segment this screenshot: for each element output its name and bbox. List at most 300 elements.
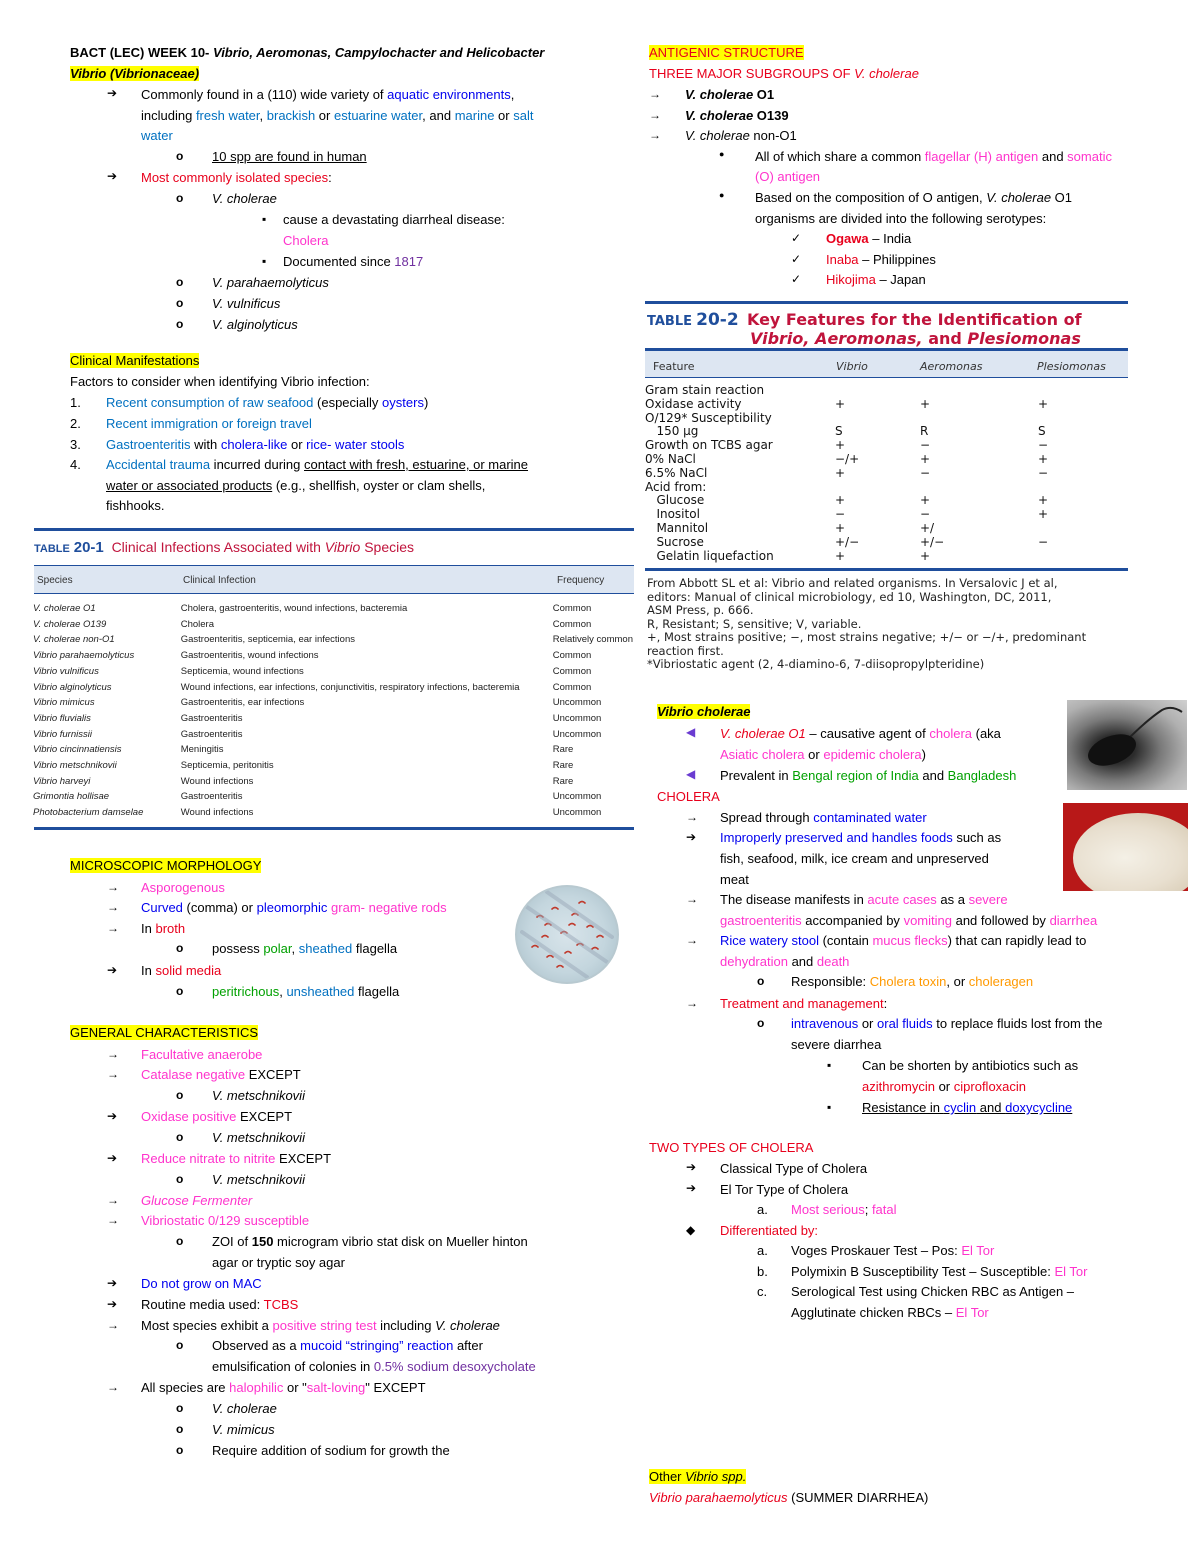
arrow-pointer-icon: ◀ [686, 725, 696, 739]
antigen-share-cont: (O) antigen [755, 169, 821, 184]
table-rule [645, 301, 1128, 304]
footnote-line: reaction first. [647, 643, 724, 658]
table-row [33, 680, 633, 696]
feature-cell: 6.5% NaCl [645, 465, 708, 480]
plesiomonas-cell [1038, 522, 1128, 536]
footnote-line: ASM Press, p. 666. [647, 603, 754, 617]
ch-stool: Rice watery stool (contain mucus flecks) that can rapidly lead to [720, 933, 1087, 948]
infection-cell: Septicemia, wound infections [180, 665, 304, 677]
ch-antibiotics: Can be shorten by antibiotics such as [862, 1058, 1079, 1073]
circle-bullet-icon: o [176, 1401, 184, 1415]
arrow-bullet-icon: → [107, 1193, 119, 1207]
table-row [33, 758, 633, 774]
species-cell: Photobacterium damselae [33, 807, 144, 819]
infection-cell: Wound infections, ear infections, conjunctivitis, respiratory infections, bacteremia [180, 681, 520, 693]
square-bullet-icon: ▪ [827, 1058, 832, 1072]
table-row [33, 632, 633, 648]
diamond-bullet-icon: ◆ [686, 1223, 696, 1237]
arrow-bullet-icon: → [107, 1318, 119, 1332]
infection-cell: Gastroenteritis [180, 712, 243, 724]
arrow-bullet-icon: → [686, 810, 698, 824]
table-rule [645, 568, 1128, 571]
species-cell: Vibrio metschnikovii [33, 760, 117, 772]
feature-cell: Glucose [645, 493, 705, 508]
checkmark-icon: ✓ [791, 272, 802, 286]
feature-cell: Mannitol [645, 520, 709, 535]
vc-causative: V. cholerae O1 – causative agent of cholera (aka [720, 726, 1001, 741]
vibrio-cell: −/+ [835, 451, 860, 466]
species-cell: Vibrio parahaemolyticus [33, 650, 135, 662]
arrow-bullet-icon: ➔ [107, 1276, 118, 1290]
square-bullet-icon: ▪ [827, 1100, 832, 1114]
clinical-item-4-cont2: fishhooks. [106, 498, 165, 513]
antigen-composition: Based on the composition of O antigen, V. cholerae O1 [755, 190, 1073, 205]
stool-bowl-image [1073, 813, 1188, 891]
frequency-cell: Uncommon [552, 728, 602, 740]
diff-polymixin: Polymixin B Susceptibility Test – Susceptible: El Tor [791, 1264, 1088, 1279]
gen-facultative: Facultative anaerobe [141, 1047, 263, 1062]
footnote-line: +, Most strains positive; −, most strains negative; +/− or −/+, predominant [647, 630, 1087, 644]
cholera-documented: Documented since 1817 [283, 254, 424, 269]
ch-treatment: Treatment and management: [720, 996, 888, 1011]
ch-resistance: Resistance in cyclin and doxycycline [862, 1100, 1073, 1115]
gen-string-observed: Observed as a mucoid “stringing” reaction after [212, 1338, 483, 1353]
species-cell: Vibrio furnissii [33, 728, 92, 740]
arrow-bullet-icon: ➔ [107, 1109, 118, 1123]
table-row [645, 481, 1128, 495]
checkmark-icon: ✓ [791, 231, 802, 245]
table1-header-species: Species [37, 575, 73, 586]
table-row [33, 664, 633, 680]
infection-cell: Septicemia, peritonitis [180, 760, 274, 772]
differentiated-by: Differentiated by: [720, 1223, 819, 1238]
table-row [33, 727, 633, 743]
feature-cell: Growth on TCBS agar [645, 438, 773, 453]
clinical-item-4-text: Accidental trauma incurred during contact with fresh, estuarine, or marine [106, 457, 529, 472]
vibrio-cell: + [835, 493, 846, 508]
subgroup-non-o1: V. cholerae non-O1 [685, 128, 797, 143]
infection-cell: Cholera [180, 618, 215, 630]
serotype-inaba: Inaba – Philippines [826, 252, 936, 267]
infection-cell: Wound infections [180, 775, 254, 787]
arrow-bullet-icon: → [649, 108, 661, 122]
gen-nitrate: Reduce nitrate to nitrite EXCEPT [141, 1151, 332, 1166]
circle-bullet-icon: o [757, 1016, 765, 1030]
circle-bullet-icon: o [176, 317, 184, 331]
vibrio-cell: − [835, 507, 846, 522]
subgroup-o1: V. cholerae O1 [685, 87, 775, 102]
clinical-item-1-text: Recent consumption of raw seafood (especially oysters) [106, 395, 429, 410]
vibrio-cell: +/− [835, 534, 860, 549]
gen-halophilic: All species are halophilic or "salt-loving" EXCEPT [141, 1380, 426, 1395]
ch-foods: Improperly preserved and handles foods such as [720, 830, 1002, 845]
footnote-line: editors: Manual of clinical microbiology, ed 10, Washington, DC, 2011, [647, 589, 1052, 604]
species-v-cholerae: V. cholerae [212, 191, 277, 206]
table-row [645, 494, 1128, 508]
table-row [645, 384, 1128, 398]
frequency-cell: Rare [552, 760, 574, 772]
antigen-share: All of which share a common flagellar (H) antigen and somatic [755, 149, 1112, 164]
vibrio-cell: + [835, 520, 846, 535]
diff-letter-a: a. [757, 1243, 768, 1258]
feature-cell: O/129* Susceptibility [645, 410, 772, 425]
arrow-bullet-icon: ➔ [686, 1181, 697, 1195]
feature-cell: 150 μg [645, 424, 699, 439]
species-cell: V. cholerae O1 [33, 603, 96, 614]
serotype-ogawa: Ogawa – India [826, 231, 912, 246]
frequency-cell: Uncommon [552, 712, 602, 724]
arrow-bullet-icon: ➔ [107, 86, 118, 100]
table-20-1-title: TABLE 20-1 Clinical Infections Associated with Vibrio Species [34, 539, 415, 556]
circle-bullet-icon: o [176, 941, 184, 955]
ch-responsible: Responsible: Cholera toxin, or choleragen [791, 974, 1034, 989]
diff-serological: Serological Test using Chicken RBC as Antigen – [791, 1284, 1075, 1299]
vibrio-cell: + [835, 548, 846, 563]
table-rule [645, 348, 1128, 351]
clinical-item-2: 2. [70, 416, 81, 431]
arrow-bullet-icon: → [649, 128, 661, 142]
plesiomonas-cell [1038, 412, 1128, 426]
arrow-bullet-icon: ➔ [686, 830, 697, 844]
clinical-item-3: 3. [70, 437, 81, 452]
feature-cell: Inositol [645, 507, 700, 522]
diff-vp: Voges Proskauer Test – Pos: El Tor [791, 1243, 995, 1258]
circle-bullet-icon: o [176, 1172, 184, 1186]
square-bullet-icon: ▪ [262, 254, 267, 268]
feature-cell: Acid from: [645, 479, 707, 494]
table1-header-infection: Clinical Infection [183, 575, 256, 586]
plesiomonas-cell [1038, 481, 1128, 495]
arrow-bullet-icon: → [107, 880, 119, 894]
circle-bullet-icon: o [176, 191, 184, 205]
clinical-item-3-text: Gastroenteritis with cholera-like or rice- water stools [106, 437, 405, 452]
frequency-cell: Uncommon [552, 791, 602, 803]
table-row [33, 601, 633, 617]
ch-manifest-cont: gastroenteritis accompanied by vomiting and followed by diarrhea [720, 913, 1098, 928]
vibrio-cell [835, 412, 920, 426]
gen-oxidase: Oxidase positive EXCEPT [141, 1109, 293, 1124]
table2-header-vibrio: Vibrio [836, 360, 868, 373]
species-cell: Vibrio mimicus [33, 697, 95, 709]
family-heading: Vibrio (Vibrionaceae) [70, 66, 200, 81]
aeromonas-cell: − [920, 507, 931, 522]
subgroups-heading: THREE MAJOR SUBGROUPS OF V. cholerae [649, 66, 919, 81]
gen-catalase-exception: V. metschnikovii [212, 1088, 305, 1103]
morph-shape: Curved (comma) or pleomorphic gram- negative rods [141, 900, 447, 915]
morph-asporogenous: Asporogenous [141, 880, 225, 895]
gen-vibriostatic: Vibriostatic 0/129 susceptible [141, 1213, 310, 1228]
circle-bullet-icon: o [757, 974, 765, 988]
plesiomonas-cell: + [1038, 493, 1049, 508]
aeromonas-cell: + [920, 396, 931, 411]
feature-cell: Oxidase activity [645, 396, 742, 411]
frequency-cell: Uncommon [552, 807, 602, 819]
gen-zoi-cont: agar or tryptic soy agar [212, 1255, 345, 1270]
aeromonas-cell [920, 412, 1038, 426]
habitat-line-2: including fresh water, brackish or estuarine water, and marine or salt [141, 108, 534, 123]
el-tor-serious: Most serious; fatal [791, 1202, 897, 1217]
clinical-item-4: 4. [70, 457, 81, 472]
morphology-heading: MICROSCOPIC MORPHOLOGY [70, 858, 262, 873]
arrow-bullet-icon: → [107, 1213, 119, 1227]
cholera-label: Cholera [283, 233, 329, 248]
plesiomonas-cell: − [1038, 534, 1049, 549]
footnote-line: *Vibriostatic agent (2, 4-diamino-6, 7-diisopropylpteridine) [647, 657, 985, 671]
frequency-cell: Relatively common [552, 634, 633, 646]
feature-cell: Gelatin liquefaction [645, 548, 774, 563]
ch-stool-cont: dehydration and death [720, 954, 850, 969]
arrow-bullet-icon: ➔ [107, 963, 118, 977]
gen-string-cont: emulsification of colonies in 0.5% sodium desoxycholate [212, 1359, 536, 1374]
circle-bullet-icon: o [176, 984, 184, 998]
species-cell: V. cholerae O139 [33, 618, 107, 630]
plesiomonas-cell: + [1038, 396, 1049, 411]
arrow-bullet-icon: → [107, 921, 119, 935]
species-cell: Vibrio vulnificus [33, 665, 99, 677]
diff-serological-cont: Agglutinate chicken RBCs – El Tor [791, 1305, 989, 1320]
serotype-hikojima: Hikojima – Japan [826, 272, 926, 287]
arrow-pointer-icon: ◀ [686, 767, 696, 781]
aeromonas-cell: +/ [920, 520, 935, 535]
plesiomonas-cell: S [1038, 424, 1046, 439]
species-cell: Grimontia hollisae [33, 791, 110, 803]
cholera-heading: CHOLERA [657, 789, 720, 804]
two-types-heading: TWO TYPES OF CHOLERA [649, 1140, 814, 1155]
arrow-bullet-icon: → [686, 892, 698, 906]
circle-bullet-icon: o [176, 1443, 184, 1457]
aeromonas-cell [920, 384, 1038, 398]
morph-broth: In broth [141, 921, 186, 936]
species-cell: Vibrio fluvialis [33, 712, 91, 724]
table-rule [645, 377, 1128, 378]
arrow-bullet-icon: → [686, 996, 698, 1010]
gen-mac: Do not grow on MAC [141, 1276, 262, 1291]
table-row [33, 648, 633, 664]
infection-cell: Wound infections [180, 807, 254, 819]
aeromonas-cell: + [920, 493, 931, 508]
table-row [33, 805, 633, 821]
frequency-cell: Rare [552, 744, 574, 756]
arrow-bullet-icon: → [107, 1067, 119, 1081]
diff-letter-b: b. [757, 1264, 768, 1279]
gen-halophilic-exc-1: V. cholerae [212, 1401, 277, 1416]
clinical-item-1: 1. [70, 395, 81, 410]
species-cell: Vibrio alginolyticus [33, 681, 112, 693]
vibrio-electron-micrograph [1067, 700, 1187, 790]
gen-string-test: Most species exhibit a positive string test including V. cholerae [141, 1318, 500, 1333]
ch-antibiotics-cont: azithromycin or ciprofloxacin [862, 1079, 1027, 1094]
vibrio-cell: + [835, 396, 846, 411]
frequency-cell: Common [552, 618, 592, 630]
table-row [33, 711, 633, 727]
el-tor-letter: a. [757, 1202, 768, 1217]
circle-bullet-icon: o [176, 296, 184, 310]
ch-foods-cont2: meat [720, 872, 749, 887]
clinical-item-2-text: Recent immigration or foreign travel [106, 416, 312, 431]
habitat-line-3: water [141, 128, 173, 143]
frequency-cell: Uncommon [552, 697, 602, 709]
vc-prevalent: Prevalent in Bengal region of India and Bangladesh [720, 768, 1017, 783]
arrow-bullet-icon: ➔ [107, 169, 118, 183]
arrow-bullet-icon: → [107, 1380, 119, 1394]
vc-aka: Asiatic cholera or epidemic cholera) [720, 747, 926, 762]
table-rule [34, 827, 634, 830]
circle-bullet-icon: o [176, 275, 184, 289]
ch-manifest: The disease manifests in acute cases as a severe [720, 892, 1008, 907]
vibrio-cell [835, 384, 920, 398]
aeromonas-cell: R [920, 424, 929, 439]
flagellum-image [1067, 700, 1187, 790]
ch-fluids-cont: severe diarrhea [791, 1037, 882, 1052]
frequency-cell: Rare [552, 775, 574, 787]
plesiomonas-cell: − [1038, 438, 1049, 453]
gen-nitrate-exception: V. metschnikovii [212, 1172, 305, 1187]
infection-cell: Gastroenteritis, ear infections [180, 697, 305, 709]
dot-bullet-icon: ● [719, 190, 725, 200]
checkmark-icon: ✓ [791, 252, 802, 266]
ch-foods-cont: fish, seafood, milk, ice cream and unpreserved [720, 851, 989, 866]
table-row [33, 774, 633, 790]
rice-water-stool-photo [1063, 803, 1188, 891]
table-row [645, 398, 1128, 412]
type-classical: Classical Type of Cholera [720, 1161, 868, 1176]
circle-bullet-icon: o [176, 1234, 184, 1248]
circle-bullet-icon: o [176, 149, 184, 163]
table-row [33, 742, 633, 758]
type-el-tor: El Tor Type of Cholera [720, 1182, 849, 1197]
gram-stain-rods-image [517, 887, 617, 982]
gen-zoi: ZOI of 150 microgram vibrio stat disk on Mueller hinton [212, 1234, 528, 1249]
species-v-alginolyticus: V. alginolyticus [212, 317, 298, 332]
gen-glucose: Glucose Fermenter [141, 1193, 253, 1208]
infection-cell: Cholera, gastroenteritis, wound infections, bacteremia [180, 603, 408, 614]
table-row [645, 550, 1128, 564]
human-spp-note: 10 spp are found in human [212, 149, 367, 164]
gen-oxidase-exception: V. metschnikovii [212, 1130, 305, 1145]
table-row [645, 453, 1128, 467]
table-rule [34, 593, 634, 594]
table2-header-aeromonas: Aeromonas [920, 360, 983, 373]
table-20-2-footnotes [647, 577, 1086, 672]
gen-sodium-note: Require addition of sodium for growth the [212, 1443, 450, 1458]
plesiomonas-cell [1038, 550, 1128, 564]
table-row [645, 522, 1128, 536]
species-v-parahaemolyticus: V. parahaemolyticus [212, 275, 329, 290]
table-row [645, 536, 1128, 550]
arrow-bullet-icon: ➔ [107, 1297, 118, 1311]
arrow-bullet-icon: → [107, 1047, 119, 1061]
aeromonas-cell [920, 481, 1038, 495]
arrow-bullet-icon: → [107, 900, 119, 914]
morph-broth-flagella: possess polar, sheathed flagella [212, 941, 398, 956]
arrow-bullet-icon: ➔ [107, 1151, 118, 1165]
gen-catalase: Catalase negative EXCEPT [141, 1067, 301, 1082]
circle-bullet-icon: o [176, 1422, 184, 1436]
table-rule [34, 565, 634, 566]
other-vibrio-parahaemolyticus: Vibrio parahaemolyticus (SUMMER DIARRHEA) [649, 1490, 929, 1505]
frequency-cell: Common [552, 665, 592, 677]
aeromonas-cell: − [920, 438, 931, 453]
vibrio-cell: S [835, 424, 843, 439]
table-20-2-title: TABLE 20-2 Key Features for the Identification of [647, 310, 1082, 330]
gen-halophilic-exc-2: V. mimicus [212, 1422, 275, 1437]
frequency-cell: Common [552, 681, 592, 693]
table-20-1 [33, 601, 633, 821]
table1-header-frequency: Frequency [557, 575, 605, 586]
morph-solid: In solid media [141, 963, 222, 978]
frequency-cell: Common [552, 650, 592, 662]
plesiomonas-cell: + [1038, 451, 1049, 466]
feature-cell: Sucrose [645, 534, 704, 549]
clinical-intro: Factors to consider when identifying Vibrio infection: [70, 374, 370, 389]
footnote-line: From Abbott SL et al: Vibrio and related organisms. In Versalovic J et al, [647, 576, 1058, 590]
antigenic-heading: ANTIGENIC STRUCTURE [649, 45, 804, 60]
circle-bullet-icon: o [176, 1088, 184, 1102]
subgroup-o139: V. cholerae O139 [685, 108, 789, 123]
habitat-line-1: Commonly found in a (110) wide variety of aquatic environments, [141, 87, 515, 102]
infection-cell: Gastroenteritis, wound infections [180, 650, 319, 662]
vibrio-cell: + [835, 465, 846, 480]
infection-cell: Gastroenteritis [180, 728, 243, 740]
frequency-cell: Common [552, 603, 592, 614]
arrow-bullet-icon: → [686, 933, 698, 947]
table-row [33, 695, 633, 711]
dot-bullet-icon: ● [719, 149, 725, 159]
gram-stain-micrograph [515, 885, 619, 984]
plesiomonas-cell: + [1038, 507, 1049, 522]
table-row [33, 617, 633, 633]
arrow-bullet-icon: → [649, 87, 661, 101]
arrow-bullet-icon: ➔ [686, 1160, 697, 1174]
general-heading: GENERAL CHARACTERISTICS [70, 1025, 259, 1040]
species-cell: Vibrio harveyi [33, 775, 91, 787]
table-row [33, 789, 633, 805]
vibrio-cell [835, 481, 920, 495]
table-row [645, 412, 1128, 426]
circle-bullet-icon: o [176, 1338, 184, 1352]
clinical-item-4-cont: water or associated products (e.g., shellfish, oyster or clam shells, [106, 478, 486, 493]
document-title: BACT (LEC) WEEK 10- Vibrio, Aeromonas, Campylochacter and Helicobacter [70, 45, 545, 60]
diff-letter-c: c. [757, 1284, 768, 1299]
table2-header-plesiomonas: Plesiomonas [1037, 360, 1106, 373]
species-cell: V. cholerae non-O1 [33, 634, 115, 646]
species-v-vulnificus: V. vulnificus [212, 296, 281, 311]
common-species-heading: Most commonly isolated species: [141, 170, 332, 185]
ch-spread: Spread through contaminated water [720, 810, 927, 825]
table-header-bg [34, 565, 634, 593]
table-row [645, 439, 1128, 453]
table-row [645, 508, 1128, 522]
feature-cell: 0% NaCl [645, 451, 696, 466]
morph-solid-flagella: peritrichous, unsheathed flagella [212, 984, 400, 999]
species-cell: Vibrio cincinnatiensis [33, 744, 122, 756]
infection-cell: Gastroenteritis [180, 791, 243, 803]
square-bullet-icon: ▪ [262, 212, 267, 226]
antigen-composition-cont: organisms are divided into the following serotypes: [755, 211, 1047, 226]
aeromonas-cell: − [920, 465, 931, 480]
clinical-heading: Clinical Manifestations [70, 353, 200, 368]
table2-header-feature: Feature [653, 360, 695, 373]
aeromonas-cell: +/− [920, 534, 945, 549]
footnote-line: R, Resistant; S, sensitive; V, variable. [647, 616, 862, 631]
cholera-desc: cause a devastating diarrheal disease: [283, 212, 505, 227]
infection-cell: Gastroenteritis, septicemia, ear infections [180, 634, 355, 646]
infection-cell: Meningitis [180, 744, 224, 756]
vibrio-cell: + [835, 438, 846, 453]
table-rule [34, 528, 634, 531]
gen-routine-media: Routine media used: TCBS [141, 1297, 299, 1312]
plesiomonas-cell [1038, 384, 1128, 398]
